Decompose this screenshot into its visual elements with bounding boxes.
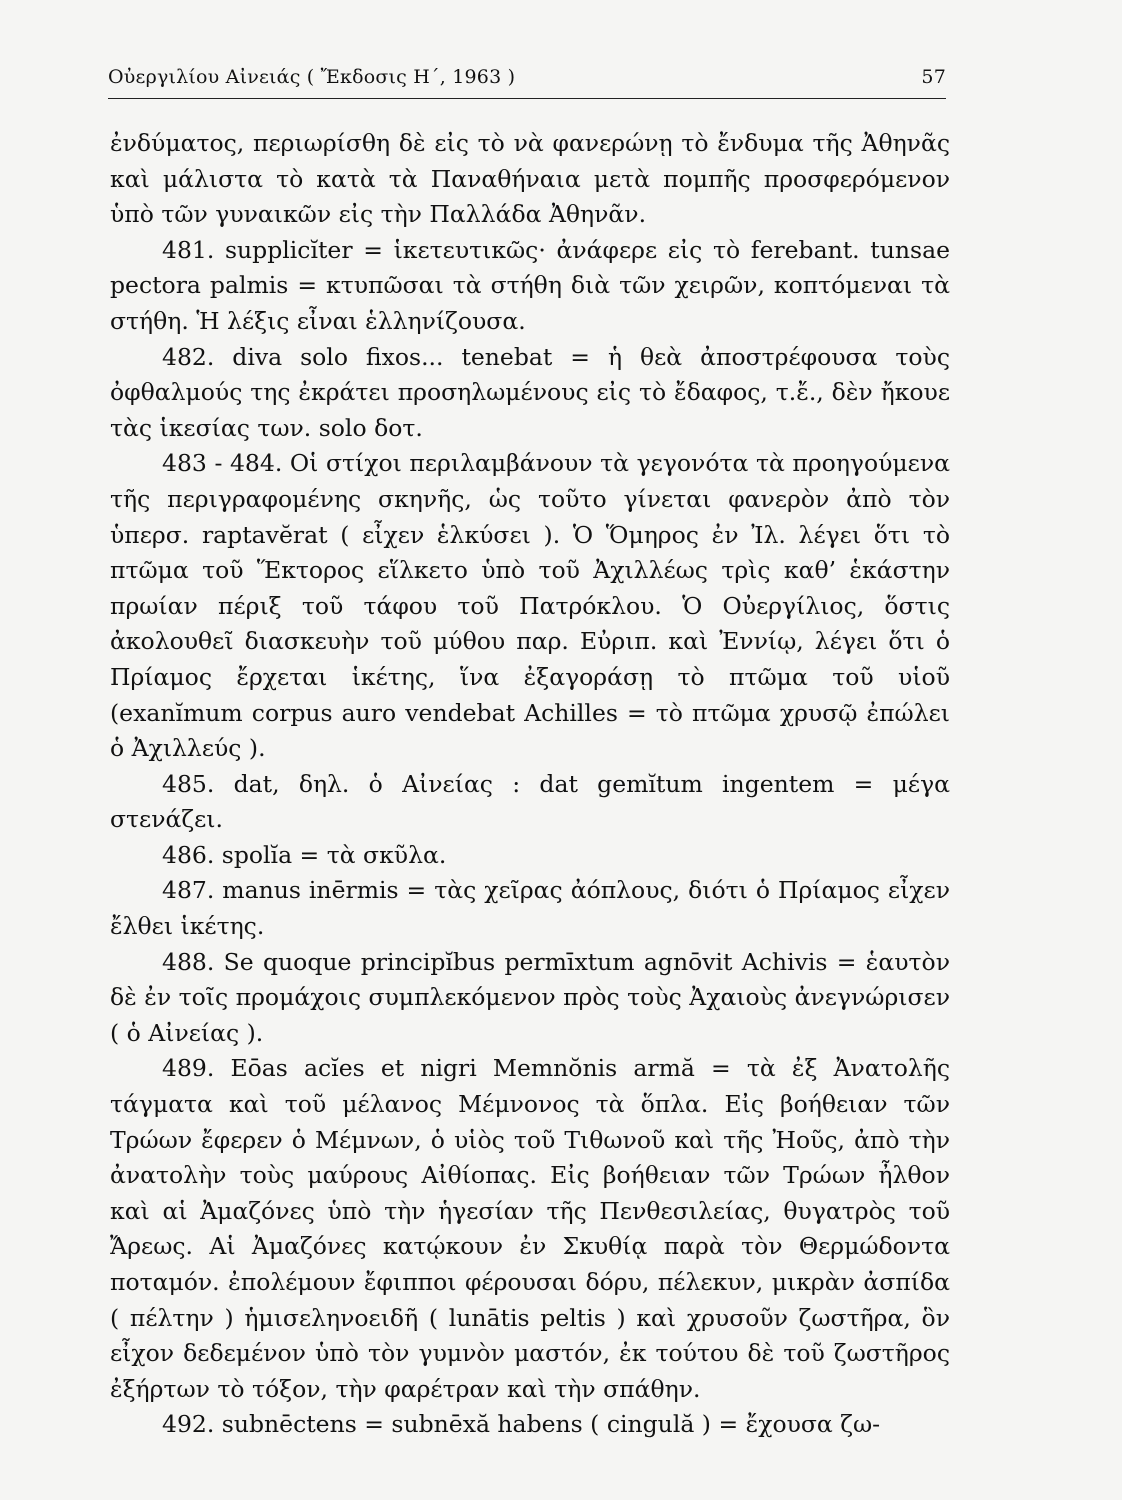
note-488: 488. Se quoque principĭbus permīxtum agnōvit Achivis = ἑαυτὸν δὲ ἐν τοῖς προμάχοις συμπλεκόμενον πρὸς τοὺς Ἀχαιοὺς ἀνεγνώρισεν ( ὁ Αἰνείας ). [110,947,950,1047]
header-rule [108,98,946,99]
page-number: 57 [921,66,946,88]
commentary-body [110,126,950,1443]
note-487: 487. manus inērmis = τὰς χεῖρας ἀόπλους, διότι ὁ Πρίαμος εἶχεν ἔλθει ἱκέτης. [110,876,950,941]
note-483-484: 483 - 484. Οἱ στίχοι περιλαμβάνουν τὰ γεγονότα τὰ προηγούμενα τῆς περιγραφομένης σκηνῆς, ὡς τοῦτο γίνεται φανερὸν ἀπὸ τὸν ὑπερσ. raptavĕrat ( εἶχεν ἑλκύσει ). Ὁ Ὅμηρος ἐν Ἰλ. λέγει ὅτι τὸ πτῶμα τοῦ Ἕκτορος εἵλκετο ὑπὸ τοῦ Ἀχιλλέως τρὶς καθ’ ἑκάστην πρωίαν πέριξ τοῦ τάφου τοῦ Πατρόκλου. Ὁ Οὐεργίλιος, ὅστις ἀκολουθεῖ διασκευὴν τοῦ μύθου παρ. Εὐριπ. καὶ Ἐννίῳ, λέγει ὅτι ὁ Πρίαμος ἔρχεται ἱκέτης, ἵνα ἐξαγοράσῃ τὸ πτῶμα τοῦ υἱοῦ (exanĭmum corpus auro vendebat Achilles = τὸ πτῶμα χρυσῷ ἐπώλει ὁ Ἀχιλλεύς ). [110,449,950,763]
running-header [108,66,946,100]
note-485: 485. dat, δηλ. ὁ Αἰνείας : dat gemĭtum ingentem = μέγα στενάζει. [110,769,950,834]
paragraph-continuation: ἐνδύματος, περιωρίσθη δὲ εἰς τὸ νὰ φανερώνῃ τὸ ἔνδυμα τῆς Ἀθηνᾶς καὶ μάλιστα τὸ κατὰ τὰ Παναθήναια μετὰ πομπῆς προσφερόμενον ὑπὸ τῶν γυναικῶν εἰς τὴν Παλλάδα Ἀθηνᾶν. [110,129,950,229]
note-486: 486. spolĭa = τὰ σκῦλα. [162,840,447,869]
note-481: 481. supplicĭter = ἱκετευτικῶς· ἀνάφερε εἰς τὸ ferebant. tunsae pectora palmis = κτυπῶσαι τὰ στήθη διὰ τῶν χειρῶν, κοπτόμεναι τὰ στήθη. Ἡ λέξις εἶναι ἑλληνίζουσα. [110,235,950,335]
note-492: 492. subnēctens = subnēxă habens ( cingulă ) = ἔχουσα ζω- [162,1410,881,1439]
running-title: Οὐεργιλίου Αἰνειάς ( Ἔκδοσις Η΄, 1963 ) [108,66,516,88]
note-482: 482. diva solo fixos... tenebat = ἡ θεὰ ἀποστρέφουσα τοὺς ὀφθαλμούς της ἐκράτει προσηλωμένους εἰς τὸ ἔδαφος, τ.ἔ., δὲν ἤκουε τὰς ἱκεσίας των. solo δοτ. [110,342,950,442]
note-489: 489. Eōas acĭes et nigri Memnŏnis armă = τὰ ἐξ Ἀνατολῆς τάγματα καὶ τοῦ μέλανος Μέμνονος τὰ ὅπλα. Εἰς βοήθειαν τῶν Τρώων ἔφερεν ὁ Μέμνων, ὁ υἱὸς τοῦ Τιθωνοῦ καὶ τῆς Ἠοῦς, ἀπὸ τὴν ἀνατολὴν τοὺς μαύρους Αἰθίοπας. Εἰς βοήθειαν τῶν Τρώων ἦλθον καὶ αἱ Ἀμαζόνες ὑπὸ τὴν ἡγεσίαν τῆς Πενθεσιλείας, θυγατρὸς τοῦ Ἄρεως. Αἱ Ἀμαζόνες κατῴκουν ἐν Σκυθίᾳ παρὰ τὸν Θερμώδοντα ποταμόν. ἐπολέμουν ἔφιπποι φέρουσαι δόρυ, πέλεκυν, μικρὰν ἀσπίδα ( πέλτην ) ἡμισεληνοειδῆ ( lunātis peltis ) καὶ χρυσοῦν ζωστῆρα, ὃν εἶχον δεδεμένον ὑπὸ τὸν γυμνὸν μαστόν, ἐκ τούτου δὲ τοῦ ζωστῆρος ἐξήρτων τὸ τόξον, τὴν φαρέτραν καὶ τὴν σπάθην. [110,1054,950,1403]
